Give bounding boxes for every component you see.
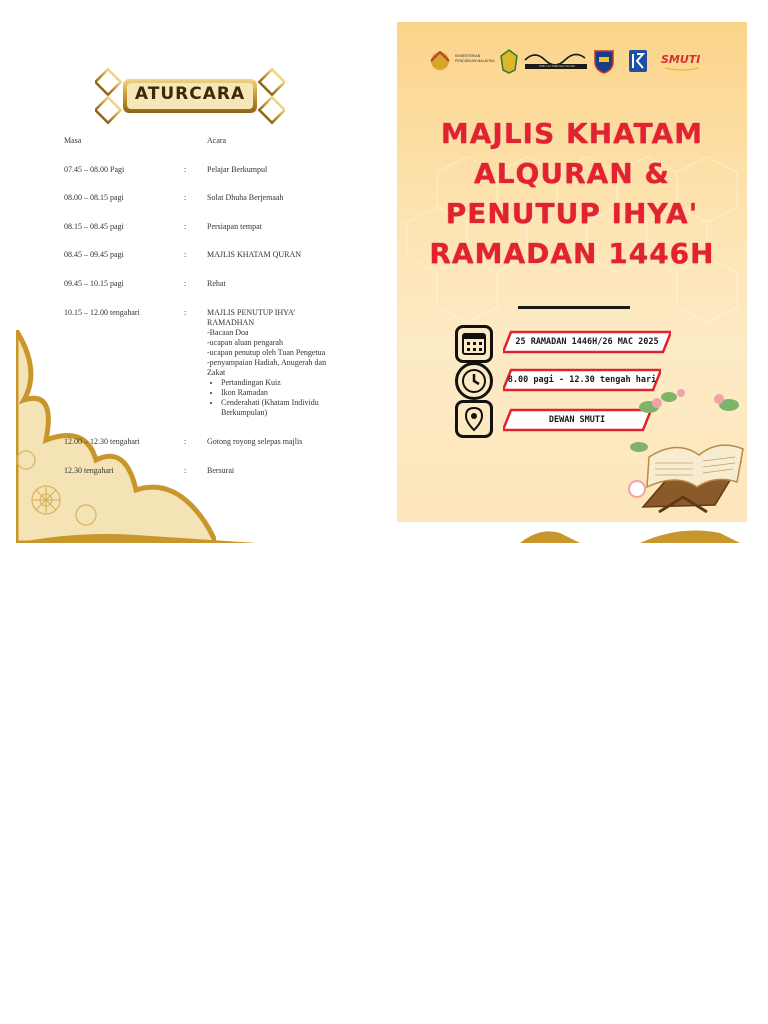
- kpm-crest-logo: [427, 48, 453, 74]
- row-time: 09.45 – 10.15 pagi: [64, 279, 124, 288]
- title-line: MAJLIS KHATAM: [440, 117, 704, 150]
- activity-header: Acara: [207, 136, 227, 145]
- row-activity: Persiapan tempat: [207, 222, 262, 231]
- row-separator: :: [184, 193, 187, 202]
- school-script-logo: [523, 48, 589, 74]
- activity-line: Zakat: [207, 368, 226, 377]
- row-activity: Rehat: [207, 279, 226, 288]
- title-line: ALQURAN &: [474, 157, 670, 190]
- event-time: 8.00 pagi - 12.30 tengah hari: [507, 375, 657, 385]
- row-activity: Solat Dhuha Berjemaah: [207, 193, 284, 202]
- event-poster: [397, 22, 747, 522]
- gold-bottom-ornament: [520, 523, 740, 543]
- row-separator: :: [184, 165, 187, 174]
- ihya-logo: [627, 48, 649, 74]
- time-header: Masa: [64, 136, 82, 145]
- kpm-logo-text: KEMENTERIAN PENDIDIKAN MALAYSIA: [455, 54, 495, 63]
- logo-row: [427, 48, 717, 74]
- bullet-item: • Pertandingan Kuiz: [221, 378, 357, 388]
- activity-line: MAJLIS PENUTUP IHYA’: [207, 308, 296, 317]
- activity-line: -ucapan penutup oleh Tuan Pengetua: [207, 348, 326, 357]
- row-activity: [207, 308, 357, 418]
- row-time: 07.45 – 08.00 Pagi: [64, 165, 125, 174]
- activity-line: -penyampaian Hadiah, Anugerah dan: [207, 358, 327, 367]
- activity-line: -Bacaan Doa: [207, 328, 249, 337]
- date-banner: [503, 330, 671, 354]
- clock-icon: [455, 362, 493, 400]
- school-logo-text: SMK LKI TABLIGH ISLAMI: [539, 64, 575, 68]
- row-time: 12.00 – 12.30 tengahari: [64, 437, 140, 446]
- calendar-icon: [455, 325, 493, 363]
- row-activity: Bersurai: [207, 466, 235, 475]
- aturcara-page: [16, 40, 388, 543]
- row-separator: :: [184, 466, 187, 475]
- row-time: 08.00 – 08.15 pagi: [64, 193, 124, 202]
- row-separator: :: [184, 222, 187, 231]
- event-date: 25 RAMADAN 1446H/26 MAC 2025: [515, 337, 659, 347]
- row-activity: Gotong royong selepas majlis: [207, 437, 303, 446]
- row-time: 10.15 – 12.00 tengahari: [64, 308, 140, 317]
- bullet-item: • Cenderahati (Khatam Individu Berkumpulan): [221, 398, 357, 418]
- state-crest-logo: [499, 48, 519, 74]
- row-time: 08.45 – 09.45 pagi: [64, 250, 124, 259]
- row-separator: :: [184, 437, 187, 446]
- bullet-list: [207, 378, 357, 418]
- row-activity: Pelajar Berkumpul: [207, 165, 268, 174]
- row-separator: :: [184, 279, 187, 288]
- row-time: 08.15 – 08.45 pagi: [64, 222, 124, 231]
- row-separator: :: [184, 250, 187, 259]
- location-pin-icon: [455, 400, 493, 438]
- activity-line: RAMADHAN: [207, 318, 255, 327]
- quran-on-rehal-illustration: [619, 387, 747, 522]
- title-line: PENUTUP IHYA': [445, 197, 699, 230]
- activity-line: -ucapan aluan pengarah: [207, 338, 283, 347]
- title-divider: [518, 306, 630, 309]
- row-activity: MAJLIS KHATAM QURAN: [207, 250, 302, 259]
- gold-corner-ornament: [16, 525, 256, 543]
- row-time: 12.30 tengahari: [64, 466, 114, 475]
- title-line: RAMADAN 1446H: [429, 237, 715, 270]
- school-shield-logo: [593, 48, 615, 74]
- row-separator: :: [184, 308, 187, 317]
- smuti-logo-text: SMUTI: [661, 53, 701, 66]
- page-title: ATURCARA: [134, 84, 246, 104]
- bullet-item: • Ikon Ramadan: [221, 388, 357, 398]
- poster-title: [407, 114, 737, 274]
- event-venue: DEWAN SMUTI: [548, 415, 606, 425]
